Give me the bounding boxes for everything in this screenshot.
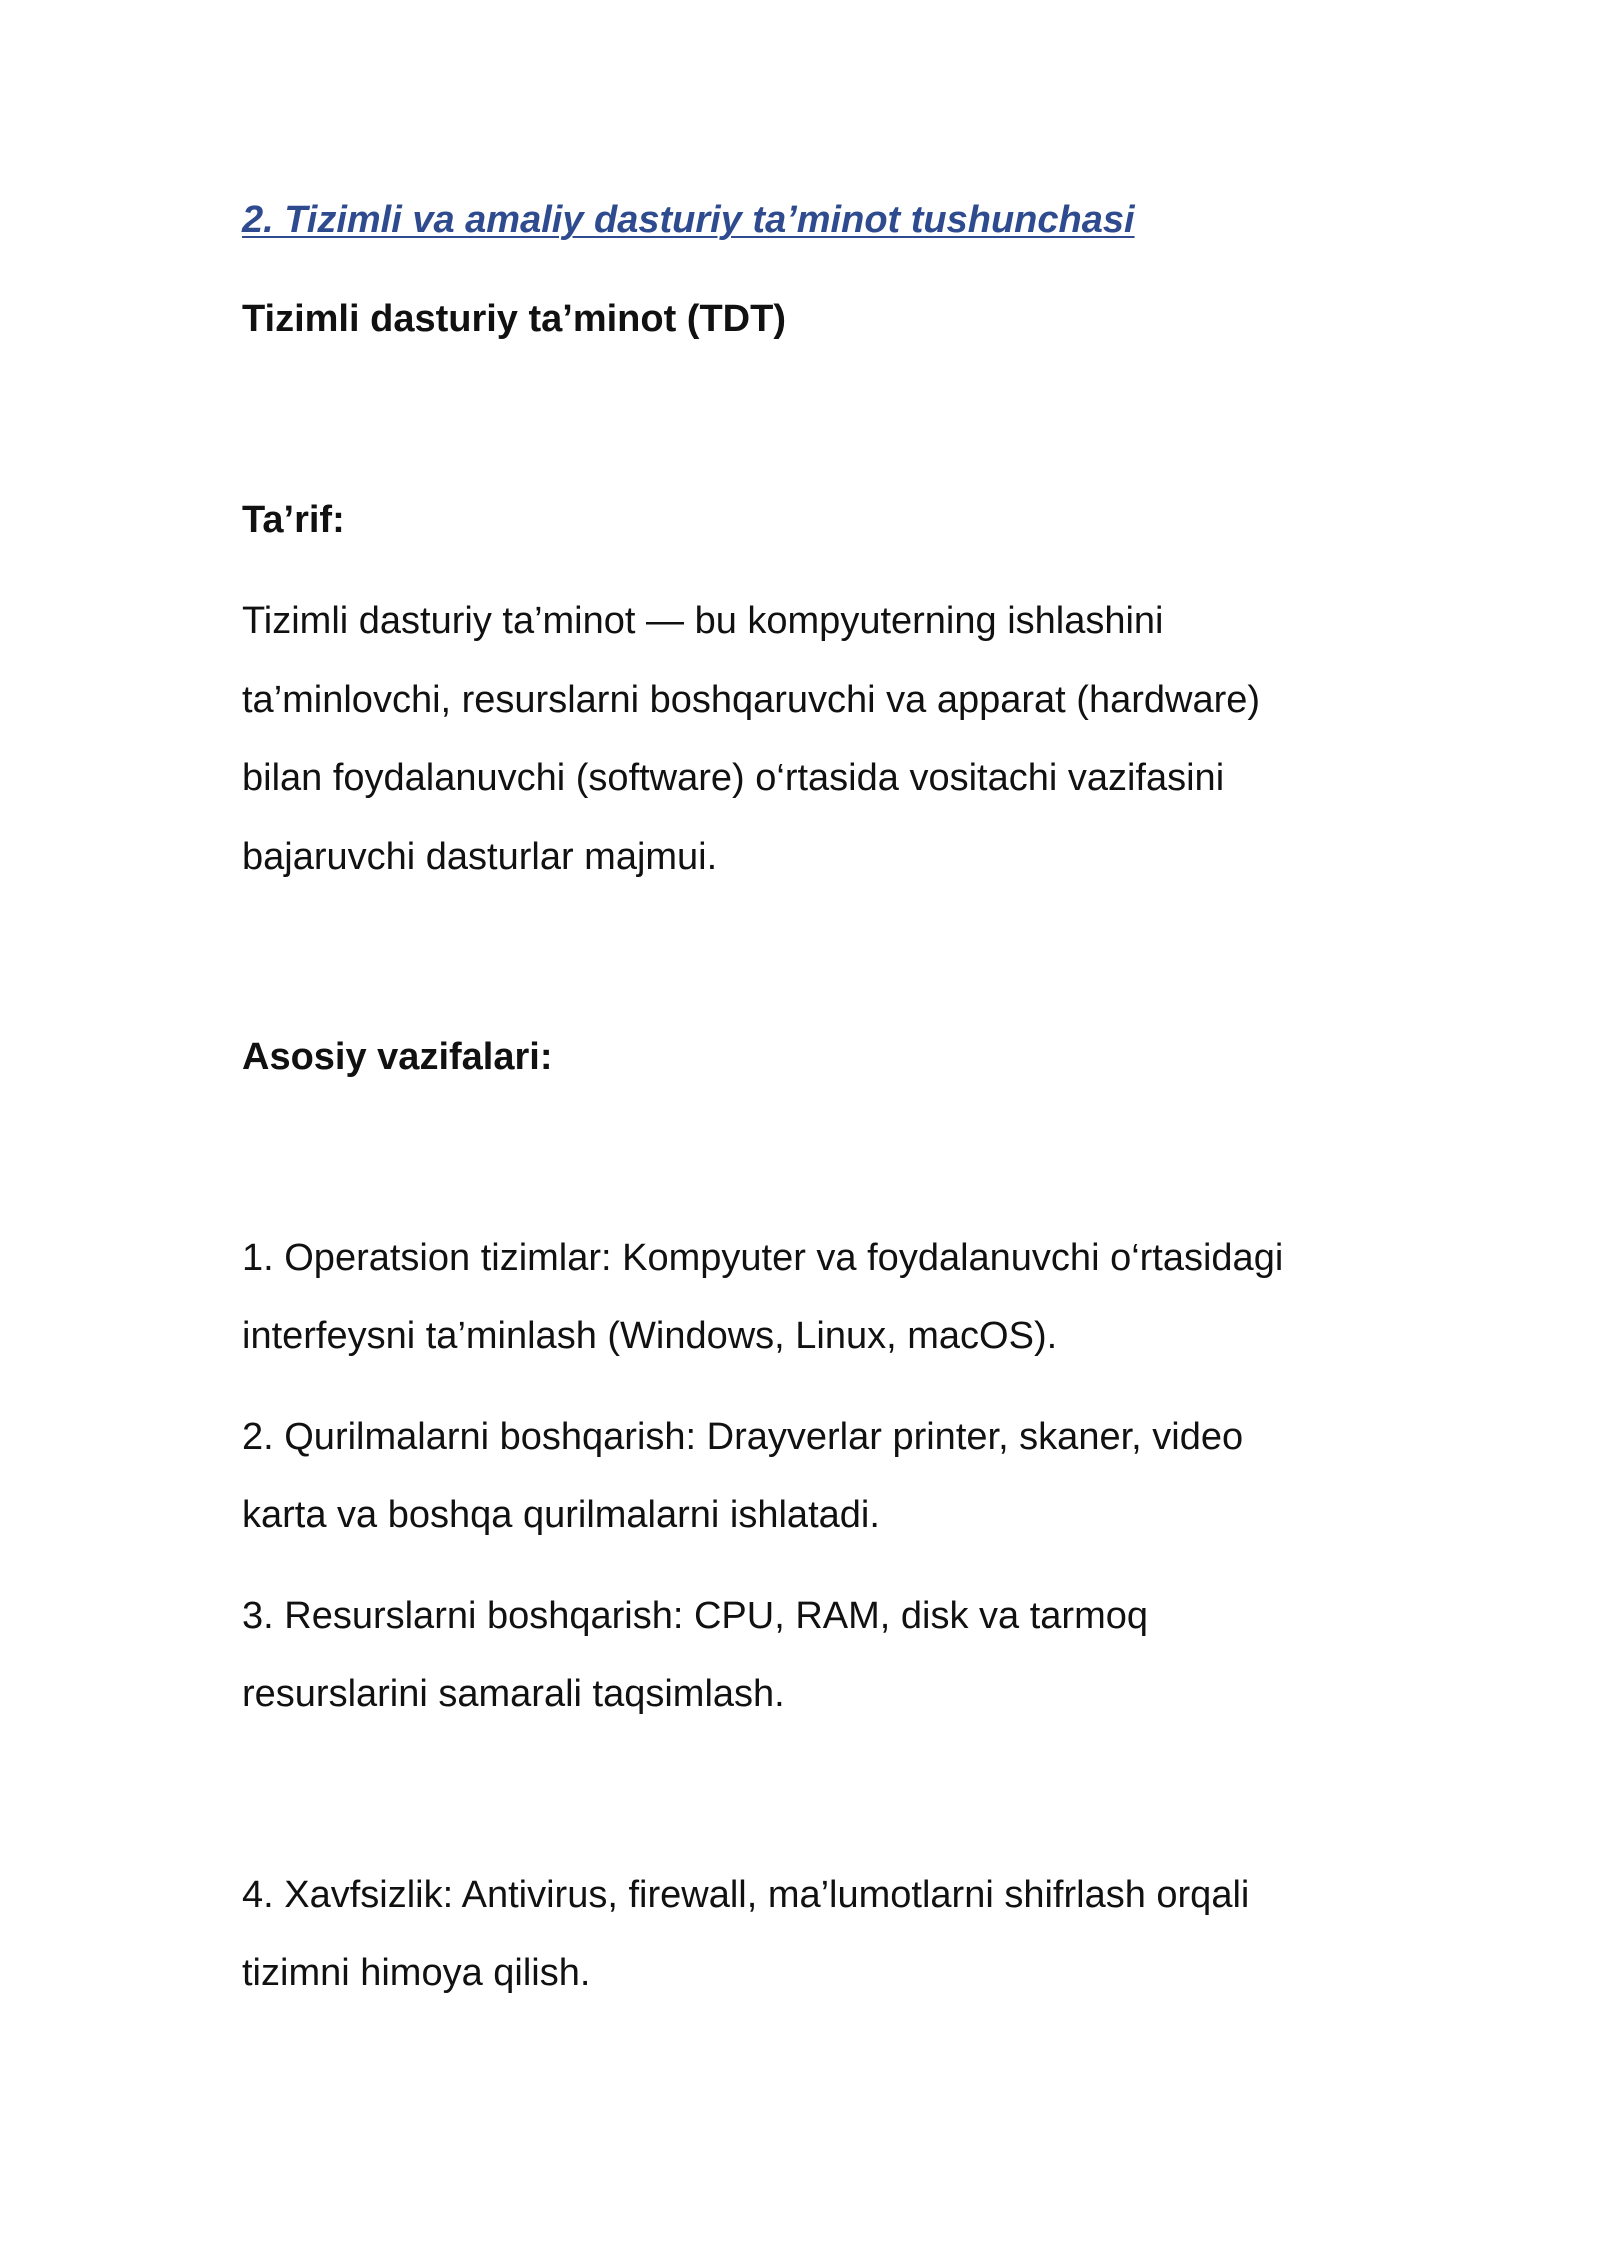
section-title-link[interactable]: 2. Tizimli va amaliy dasturiy ta’minot tushunchasi	[242, 199, 1135, 241]
definition-label: Ta’rif:	[242, 499, 345, 541]
definition-line: bilan foydalanuvchi (software) o‘rtasida vositachi vazifasini	[242, 757, 1225, 799]
task-line: interfeysni ta’minlash (Windows, Linux, macOS).	[242, 1315, 1058, 1357]
subtitle: Tizimli dasturiy ta’minot (TDT)	[242, 298, 786, 340]
definition-line: Tizimli dasturiy ta’minot — bu kompyuterning ishlashini	[242, 600, 1164, 642]
definition-line: ta’minlovchi, resurslarni boshqaruvchi va apparat (hardware)	[242, 679, 1261, 721]
task-line: 1. Operatsion tizimlar: Kompyuter va foydalanuvchi o‘rtasidagi	[242, 1237, 1284, 1279]
task-line: 2. Qurilmalarni boshqarish: Drayverlar printer, skaner, video	[242, 1416, 1244, 1458]
definition-line: bajaruvchi dasturlar majmui.	[242, 836, 718, 878]
task-line: resurslarini samarali taqsimlash.	[242, 1673, 785, 1715]
tasks-label: Asosiy vazifalari:	[242, 1036, 553, 1078]
task-line: tizimni himoya qilish.	[242, 1952, 591, 1994]
task-line: karta va boshqa qurilmalarni ishlatadi.	[242, 1494, 880, 1536]
task-line: 4. Xavfsizlik: Antivirus, firewall, ma’lumotlarni shifrlash orqali	[242, 1874, 1250, 1916]
task-line: 3. Resurslarni boshqarish: CPU, RAM, disk va tarmoq	[242, 1595, 1148, 1637]
